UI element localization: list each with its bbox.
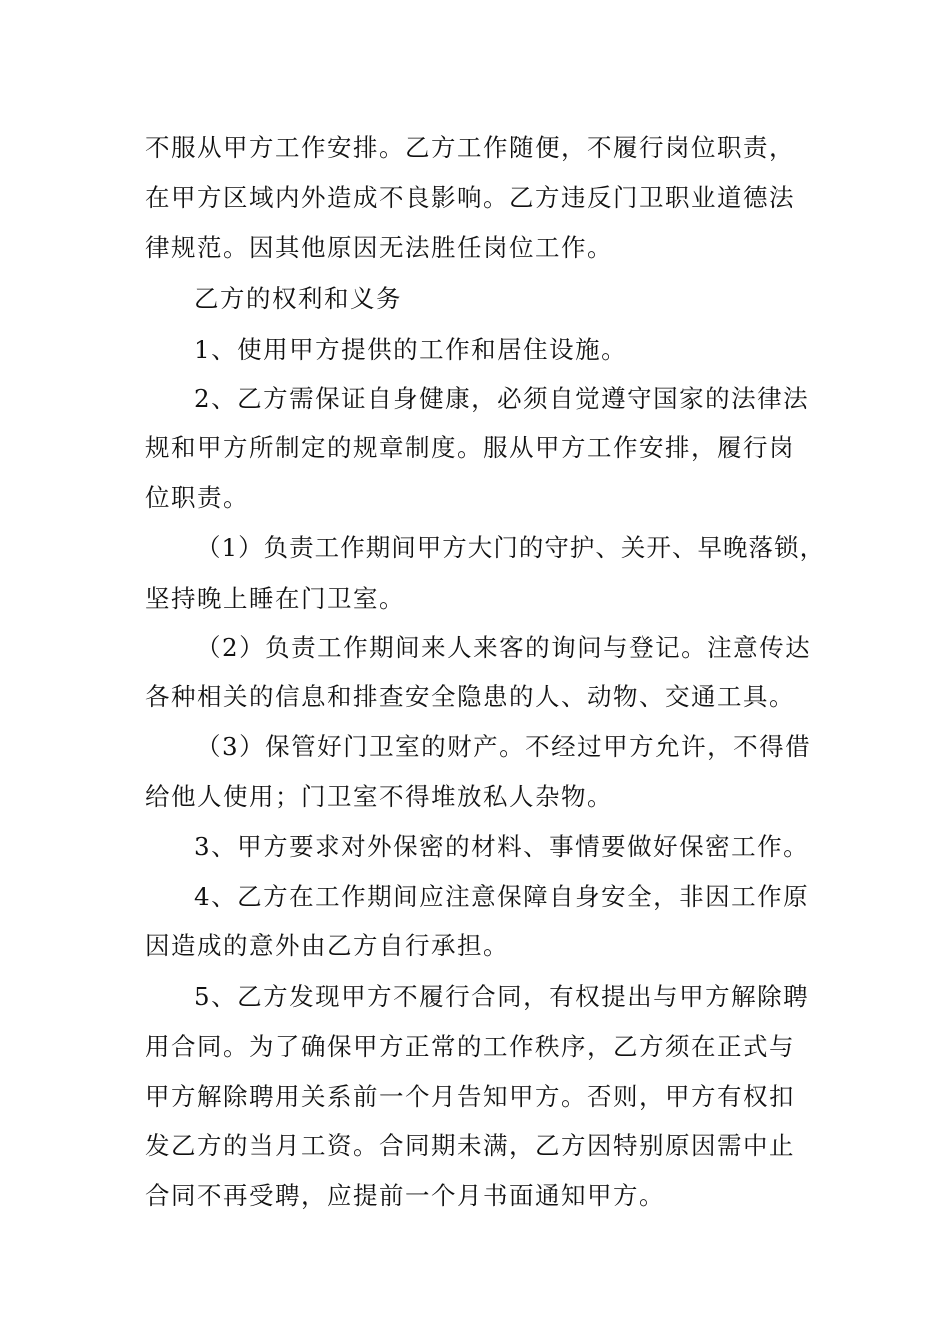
section-heading: 乙方的权利和义务 bbox=[194, 284, 402, 313]
text-line: 发乙方的当月工资。合同期未满，乙方因特别原因需中止 bbox=[145, 1131, 795, 1160]
text-line: 位职责。 bbox=[145, 483, 249, 512]
text-line: 规和甲方所制定的规章制度。服从甲方工作安排，履行岗 bbox=[145, 433, 795, 462]
text-line: 律规范。因其他原因无法胜任岗位工作。 bbox=[145, 233, 613, 262]
text-line: 不服从甲方工作安排。乙方工作随便，不履行岗位职责， bbox=[145, 133, 795, 162]
text-line: 2、乙方需保证自身健康，必须自觉遵守国家的法律法 bbox=[194, 384, 810, 413]
text-line: 坚持晚上睡在门卫室。 bbox=[145, 584, 405, 613]
text-line: 给他人使用；门卫室不得堆放私人杂物。 bbox=[145, 782, 613, 811]
text-line: 5、乙方发现甲方不履行合同，有权提出与甲方解除聘 bbox=[194, 982, 810, 1011]
text-line: 合同不再受聘，应提前一个月书面通知甲方。 bbox=[145, 1181, 665, 1210]
text-line: （3）保管好门卫室的财产。不经过甲方允许，不得借 bbox=[196, 732, 812, 761]
text-line: 在甲方区域内外造成不良影响。乙方违反门卫职业道德法 bbox=[145, 183, 795, 212]
text-line: 1、使用甲方提供的工作和居住设施。 bbox=[194, 335, 628, 364]
text-line: 甲方解除聘用关系前一个月告知甲方。否则，甲方有权扣 bbox=[145, 1082, 795, 1111]
text-line: （2）负责工作期间来人来客的询问与登记。注意传达 bbox=[196, 633, 812, 662]
text-line: 各种相关的信息和排查安全隐患的人、动物、交通工具。 bbox=[145, 682, 795, 711]
text-line: 用合同。为了确保甲方正常的工作秩序，乙方须在正式与 bbox=[145, 1032, 795, 1061]
text-line: 3、甲方要求对外保密的材料、事情要做好保密工作。 bbox=[194, 832, 810, 861]
text-line: 因造成的意外由乙方自行承担。 bbox=[145, 931, 509, 960]
text-line: （1）负责工作期间甲方大门的守护、关开、早晚落锁， bbox=[196, 533, 826, 562]
text-line: 4、乙方在工作期间应注意保障自身安全，非因工作原 bbox=[194, 882, 810, 911]
